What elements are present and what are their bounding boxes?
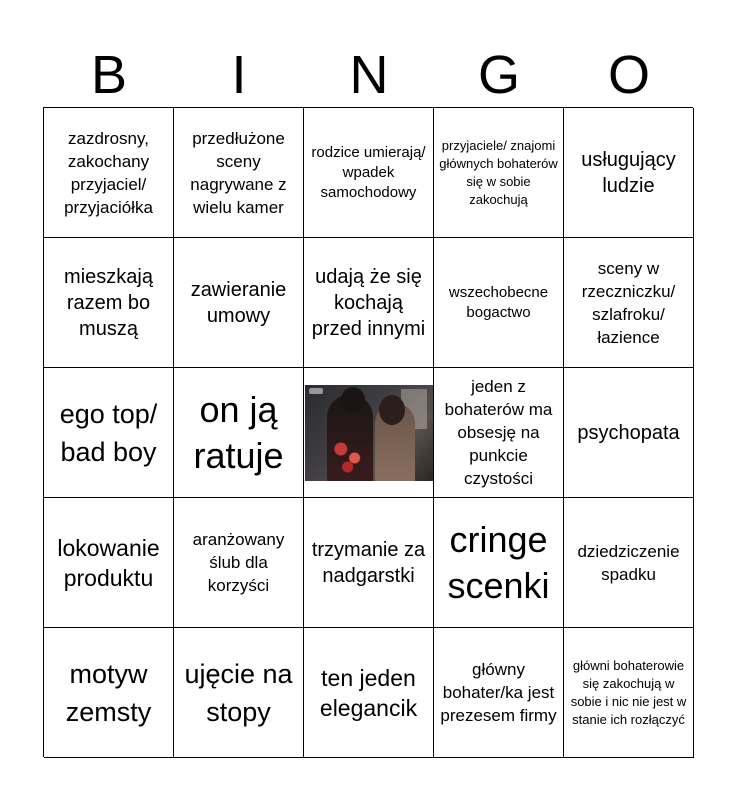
- bingo-cell[interactable]: [174, 368, 304, 498]
- bingo-cell[interactable]: [564, 238, 694, 368]
- cell-text: sceny w rzeczniczku/ szlafroku/ łazience: [581, 258, 676, 347]
- header-letter-o: O: [607, 45, 650, 105]
- cell-text: wszechobecne bogactwo: [448, 283, 549, 321]
- cell-text: lokowanie produktu: [57, 534, 160, 591]
- header-letter-i: I: [231, 45, 247, 105]
- cell-text: jeden z bohaterów ma obsesję na punkcie czystości: [444, 377, 553, 488]
- cell-text: trzymanie za nadgarstki: [311, 538, 426, 587]
- bingo-cell[interactable]: [304, 108, 434, 238]
- bingo-cell-image[interactable]: [304, 368, 434, 498]
- cell-text: aranżowany ślub dla korzyści: [192, 530, 285, 595]
- bingo-cell[interactable]: [564, 498, 694, 628]
- bingo-cell[interactable]: [434, 368, 564, 498]
- bingo-grid: [43, 107, 693, 757]
- cell-text: udają że się kochają przed innymi: [311, 265, 426, 340]
- bingo-cell[interactable]: [304, 498, 434, 628]
- bingo-cell[interactable]: [44, 368, 174, 498]
- cell-text: cringe scenki: [447, 518, 550, 606]
- cell-text: zawieranie umowy: [190, 278, 287, 327]
- bingo-cell[interactable]: [434, 628, 564, 758]
- bingo-cell[interactable]: [44, 108, 174, 238]
- bingo-cell[interactable]: [434, 108, 564, 238]
- bingo-cell[interactable]: [174, 238, 304, 368]
- bingo-cell[interactable]: [434, 498, 564, 628]
- header-letter-g: G: [477, 45, 520, 105]
- bingo-cell[interactable]: [304, 238, 434, 368]
- bingo-header: [44, 44, 694, 106]
- cell-text: dziedziczenie spadku: [577, 541, 680, 584]
- header-letter-b: B: [90, 45, 128, 105]
- cell-text: usługujący ludzie: [581, 148, 676, 197]
- bingo-cell[interactable]: [564, 628, 694, 758]
- bingo-cell[interactable]: [434, 238, 564, 368]
- cell-text: psychopata: [577, 421, 680, 444]
- cell-text: rodzice umierają/ wpadek samochodowy: [311, 143, 426, 201]
- cell-text: mieszkają razem bo muszą: [64, 265, 153, 340]
- bingo-cell[interactable]: [564, 368, 694, 498]
- cell-text: ten jeden elegancik: [319, 664, 418, 721]
- bingo-cell[interactable]: [174, 628, 304, 758]
- cell-text: przedłużone sceny nagrywane z wielu kamer: [190, 128, 287, 217]
- drama-scene-image: [305, 385, 433, 481]
- bingo-cell[interactable]: [174, 108, 304, 238]
- cell-text: główni bohaterowie się zakochują w sobie i nic nie jest w stanie ich rozłączyć: [570, 657, 687, 727]
- bingo-cell[interactable]: [174, 498, 304, 628]
- bingo-cell[interactable]: [44, 498, 174, 628]
- bingo-cell[interactable]: [44, 628, 174, 758]
- cell-text: główny bohater/ka jest prezesem firmy: [440, 660, 557, 725]
- cell-text: on ją ratuje: [193, 388, 284, 476]
- header-letter-n: N: [349, 45, 389, 105]
- bingo-cell[interactable]: [564, 108, 694, 238]
- bingo-cell[interactable]: [304, 628, 434, 758]
- cell-text: motyw zemsty: [65, 658, 152, 727]
- cell-text: zazdrosny, zakochany przyjaciel/ przyjaciółka: [64, 128, 153, 217]
- cell-text: ego top/ bad boy: [59, 398, 158, 467]
- bingo-cell[interactable]: [44, 238, 174, 368]
- cell-text: ujęcie na stopy: [184, 658, 293, 727]
- cell-text: przyjaciele/ znajomi głównych bohaterów się w sobie zakochują: [439, 137, 558, 207]
